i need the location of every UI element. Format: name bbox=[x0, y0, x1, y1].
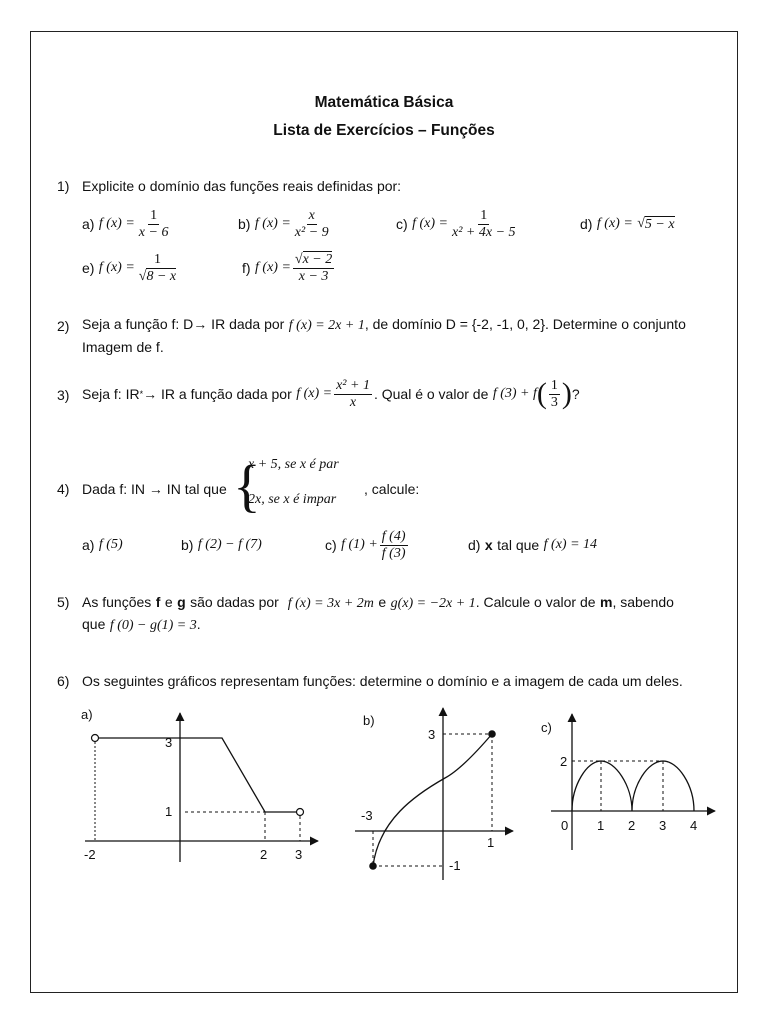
q1-c-numerator: 1 bbox=[480, 207, 488, 223]
q3-line bbox=[82, 372, 580, 416]
graph-b-ytick: -1 bbox=[449, 858, 461, 873]
q4-item-a bbox=[82, 527, 123, 563]
q1-c-fraction bbox=[450, 208, 518, 241]
q2-text-after: , de domínio D = {-2, -1, 0, 2}. Determine o conjunto bbox=[364, 316, 686, 332]
graph-b-label: b) bbox=[363, 713, 375, 728]
q1-b-fraction bbox=[293, 208, 331, 241]
q4-c-denominator: f (3) bbox=[381, 545, 406, 561]
graph-a-xtick: 2 bbox=[260, 847, 268, 862]
q1-f-denominator: x − 3 bbox=[298, 268, 329, 284]
graph-c-curve bbox=[572, 761, 694, 811]
q3-number: 3) bbox=[57, 387, 70, 403]
left-paren: ( bbox=[536, 377, 547, 410]
graph-a-xtick: 3 bbox=[295, 847, 303, 862]
graph-c-xtick: 0 bbox=[561, 818, 569, 833]
q5-g-expr: g(x) = −2x + 1 bbox=[390, 596, 476, 611]
q6-number: 6) bbox=[57, 673, 70, 689]
graph-a-label: a) bbox=[81, 707, 93, 722]
q3-star: * bbox=[139, 389, 144, 399]
q5-t6: , sabendo bbox=[612, 594, 674, 610]
q3-text-after: . Qual é o valor de bbox=[373, 386, 489, 402]
closed-point bbox=[369, 862, 377, 870]
q1-d-label: d) bbox=[580, 216, 593, 232]
q4-d-bold: x bbox=[484, 537, 493, 553]
q4-text-after: , calcule: bbox=[364, 481, 420, 497]
graph-c-xtick: 4 bbox=[690, 818, 698, 833]
q4-d-text: tal que bbox=[497, 537, 540, 553]
graph-a-ytick: 1 bbox=[165, 804, 173, 819]
q2-formula: f (x) = 2x + 1 bbox=[288, 318, 365, 333]
q3-paren-denominator: 3 bbox=[550, 394, 558, 410]
q4-case2: 2x, se x é impar bbox=[248, 492, 337, 507]
closed-point bbox=[488, 730, 496, 738]
q1-b-numerator: x bbox=[308, 207, 315, 223]
q5-line2-text: que bbox=[82, 616, 106, 632]
q1-e-label: e) bbox=[82, 260, 95, 276]
graph-c-xtick: 3 bbox=[659, 818, 667, 833]
q4-a-label: a) bbox=[82, 537, 95, 553]
q1-e-lhs: f (x) = bbox=[98, 260, 135, 275]
q1-b-lhs: f (x) = bbox=[254, 216, 291, 231]
q3-text-before: Seja f: IR bbox=[82, 386, 140, 402]
q1-e-denominator: 8 − x bbox=[146, 268, 177, 284]
q5-t4: e bbox=[378, 594, 387, 610]
q1-e-numerator: 1 bbox=[153, 251, 161, 267]
graph-b-xtick: -3 bbox=[361, 808, 373, 823]
graph-b-ytick: 3 bbox=[428, 727, 436, 742]
q4-item-d bbox=[468, 527, 597, 563]
q1-a-numerator: 1 bbox=[150, 207, 158, 223]
q4-c-numerator: f (4) bbox=[381, 528, 406, 544]
q1-b-denominator: x² − 9 bbox=[294, 224, 329, 240]
graph-a-xtick: -2 bbox=[84, 847, 96, 862]
left-brace-icon: { bbox=[233, 453, 261, 518]
q1-item-f bbox=[242, 248, 336, 288]
graph-b-curve bbox=[373, 734, 495, 866]
sqrt-icon: √ bbox=[138, 268, 147, 284]
sqrt-icon: √ bbox=[637, 216, 645, 231]
q4-a-expr: f (5) bbox=[98, 537, 123, 552]
q3-fraction bbox=[334, 378, 372, 411]
q5-t3: são dadas por bbox=[190, 594, 279, 610]
q1-text: Explicite o domínio das funções reais definidas por: bbox=[82, 178, 402, 194]
q1-f-lhs: f (x) = bbox=[255, 260, 291, 275]
q5-line2-expr: f (0) − g(1) = 3 bbox=[109, 618, 197, 633]
q3-lhs: f (x) = bbox=[296, 386, 333, 401]
document-title: Matemática Básica bbox=[314, 94, 454, 111]
q4-item-b bbox=[181, 527, 262, 563]
q2-number: 2) bbox=[57, 318, 70, 334]
q1-a-lhs: f (x) = bbox=[98, 216, 135, 231]
q1-item-e bbox=[82, 248, 180, 288]
graph-c-xtick: 2 bbox=[628, 818, 636, 833]
q3-expr: f (3) + f bbox=[492, 386, 537, 401]
q3-numerator: x² + 1 bbox=[336, 377, 370, 393]
q1-c-denominator: x² + 4x − 5 bbox=[452, 224, 516, 240]
q1-a-denominator: x − 6 bbox=[138, 224, 169, 240]
q1-f-numerator: x − 2 bbox=[302, 251, 333, 267]
q4-c-label: c) bbox=[325, 537, 337, 553]
q5-line1 bbox=[82, 594, 674, 612]
q5-number: 5) bbox=[57, 594, 70, 610]
q2-line1 bbox=[82, 316, 686, 334]
q1-a-fraction bbox=[137, 208, 171, 241]
graph-c bbox=[535, 700, 725, 855]
q1-c-lhs: f (x) = bbox=[412, 216, 448, 231]
q1-item-b bbox=[238, 204, 333, 244]
q2-line2: Imagem de f. bbox=[82, 339, 164, 355]
q1-d-lhs: f (x) = bbox=[596, 216, 633, 231]
q2-text-before: Seja a função f: D→ IR dada por bbox=[82, 316, 285, 332]
q5-t1: As funções bbox=[82, 594, 152, 610]
sqrt-icon: √ bbox=[294, 251, 303, 267]
q3-denominator: x bbox=[349, 394, 357, 410]
graph-b bbox=[345, 700, 525, 890]
q1-d-radicand: 5 − x bbox=[644, 216, 675, 232]
q1-a-label: a) bbox=[82, 216, 95, 232]
q4-text-before: Dada f: IN → IN tal que bbox=[82, 481, 227, 497]
graph-b-xtick: 1 bbox=[487, 835, 495, 850]
q5-t2: e bbox=[164, 594, 173, 610]
q5-m-bold: m bbox=[599, 594, 613, 610]
open-point bbox=[297, 809, 304, 816]
q1-f-label: f) bbox=[242, 260, 251, 276]
q1-e-fraction bbox=[137, 252, 178, 285]
q1-item-a bbox=[82, 204, 172, 244]
q1-b-label: b) bbox=[238, 216, 251, 232]
q6-text: Os seguintes gráficos representam funções: determine o domínio e a imagem de cada um deles. bbox=[82, 673, 683, 689]
q4-b-label: b) bbox=[181, 537, 194, 553]
q5-line2-end: . bbox=[196, 616, 201, 632]
q4-c-fraction bbox=[380, 529, 408, 562]
q5-f-bold: f bbox=[155, 594, 161, 610]
q3-text-mid: → IR a função dada por bbox=[143, 386, 292, 402]
q4-number: 4) bbox=[57, 481, 70, 497]
graph-a-ytick: 3 bbox=[165, 735, 173, 750]
q3-paren-fraction bbox=[549, 378, 560, 411]
q1-c-label: c) bbox=[396, 216, 408, 232]
open-point bbox=[92, 735, 99, 742]
right-paren: ) bbox=[561, 377, 572, 410]
q1-item-c bbox=[396, 204, 520, 244]
graph-c-label: c) bbox=[541, 720, 552, 735]
q5-t5: . Calcule o valor de bbox=[475, 594, 596, 610]
q3-paren-numerator: 1 bbox=[550, 377, 558, 393]
graph-c-ytick: 2 bbox=[560, 754, 568, 769]
q4-b-expr: f (2) − f (7) bbox=[197, 537, 262, 552]
q5-line2 bbox=[82, 616, 201, 634]
graph-a bbox=[75, 700, 330, 870]
q4-case1: x + 5, se x é par bbox=[248, 457, 339, 472]
document-subtitle: Lista de Exercícios – Funções bbox=[273, 122, 495, 139]
q4-d-expr: f (x) = 14 bbox=[543, 537, 598, 552]
q1-item-d bbox=[580, 204, 675, 244]
q5-g-bold: g bbox=[177, 594, 186, 610]
q4-item-c bbox=[325, 525, 410, 565]
q1-f-fraction bbox=[293, 252, 334, 285]
q4-d-label: d) bbox=[468, 537, 481, 553]
q3-qmark: ? bbox=[571, 386, 580, 402]
q1-number: 1) bbox=[57, 178, 70, 194]
q5-f-expr: f (x) = 3x + 2m bbox=[287, 596, 374, 611]
graph-a-curve bbox=[95, 738, 300, 812]
q4-c-expr: f (1) + bbox=[341, 537, 378, 552]
graph-c-xtick: 1 bbox=[597, 818, 605, 833]
